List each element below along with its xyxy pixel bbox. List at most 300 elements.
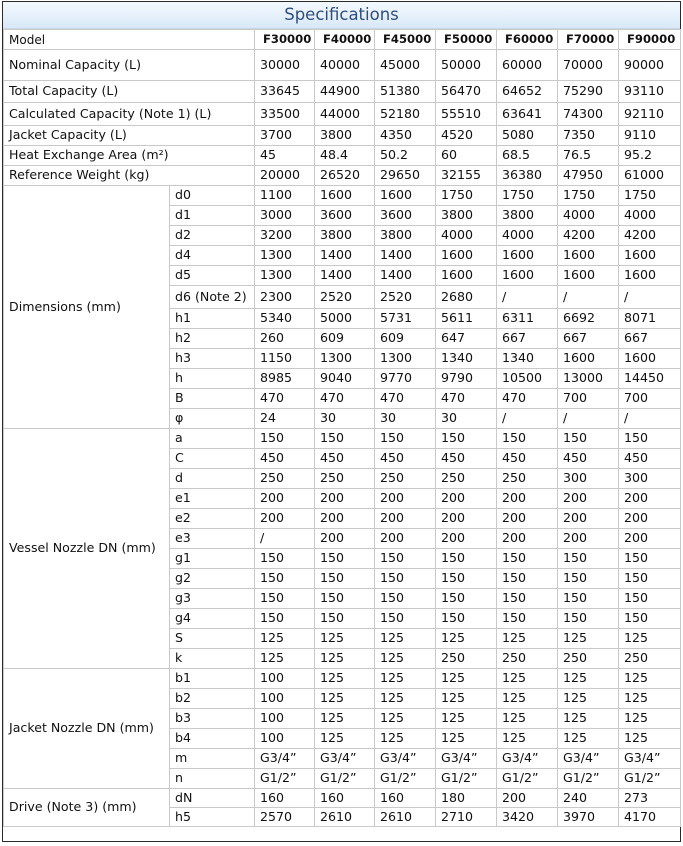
table-cell: 150 (375, 609, 436, 629)
table-cell: 48.4 (315, 146, 375, 166)
table-cell: 1300 (255, 246, 315, 266)
table-row (4, 146, 681, 166)
table-cell: 150 (619, 569, 681, 589)
table-cell: 1600 (436, 266, 497, 286)
table-cell: / (497, 409, 558, 429)
table-cell: 250 (558, 649, 619, 669)
table-cell: 200 (315, 529, 375, 549)
table-cell: 150 (619, 589, 681, 609)
sub-label: e1 (170, 489, 255, 509)
table-cell: 150 (315, 589, 375, 609)
table-cell: 470 (315, 389, 375, 409)
table-cell: 125 (619, 669, 681, 689)
table-cell: 200 (375, 509, 436, 529)
sub-label: dN (170, 789, 255, 808)
table-cell: 200 (619, 509, 681, 529)
table-cell: 1300 (315, 349, 375, 369)
sub-label: n (170, 769, 255, 789)
sub-label: S (170, 629, 255, 649)
table-cell: 150 (558, 549, 619, 569)
table-cell: 29650 (375, 166, 436, 186)
table-cell: 125 (436, 709, 497, 729)
table-cell: 125 (436, 629, 497, 649)
table-cell: G3/4” (619, 749, 681, 769)
table-cell: 250 (619, 649, 681, 669)
table-cell: 56470 (436, 81, 497, 103)
table-cell: 240 (558, 789, 619, 808)
table-cell: 4170 (619, 808, 681, 827)
table-cell: 5611 (436, 309, 497, 329)
sub-label: h1 (170, 309, 255, 329)
group-label: Dimensions (mm) (4, 186, 170, 429)
table-cell: 250 (436, 469, 497, 489)
row-label: Nominal Capacity (L) (4, 50, 255, 81)
table-cell: 1400 (315, 246, 375, 266)
table-cell: 45000 (375, 50, 436, 81)
table-cell: 1600 (375, 186, 436, 206)
table-cell: 125 (497, 709, 558, 729)
sub-label: h3 (170, 349, 255, 369)
table-cell: 150 (497, 609, 558, 629)
table-cell: 2300 (255, 286, 315, 309)
table-cell: 7350 (558, 126, 619, 146)
table-cell: 200 (497, 789, 558, 808)
table-cell: 250 (436, 649, 497, 669)
table-cell: 6311 (497, 309, 558, 329)
table-cell: / (619, 409, 681, 429)
sub-label: e3 (170, 529, 255, 549)
table-cell: 200 (558, 529, 619, 549)
table-cell: 45 (255, 146, 315, 166)
table-cell: 76.5 (558, 146, 619, 166)
table-cell: 125 (558, 669, 619, 689)
table-cell: 4000 (619, 206, 681, 226)
table-row (4, 186, 681, 206)
table-cell: G1/2” (619, 769, 681, 789)
table-cell: 150 (315, 549, 375, 569)
table-cell: 150 (315, 609, 375, 629)
table-cell: G3/4” (315, 749, 375, 769)
table-cell: 2680 (436, 286, 497, 309)
table-cell: 1600 (619, 246, 681, 266)
sub-label: b4 (170, 729, 255, 749)
table-cell: 150 (255, 549, 315, 569)
table-cell: 150 (436, 589, 497, 609)
table-cell: G1/2” (255, 769, 315, 789)
table-cell: 150 (497, 429, 558, 449)
table-cell: 9040 (315, 369, 375, 389)
table-cell: 61000 (619, 166, 681, 186)
table-cell: G1/2” (558, 769, 619, 789)
table-cell: 150 (619, 609, 681, 629)
table-cell: 150 (497, 589, 558, 609)
table-cell: 5000 (315, 309, 375, 329)
table-cell: / (558, 409, 619, 429)
table-cell: 60000 (497, 50, 558, 81)
table-cell: 150 (315, 429, 375, 449)
table-cell: 2610 (315, 808, 375, 827)
table-cell: 2520 (375, 286, 436, 309)
table-cell: 125 (558, 709, 619, 729)
table-cell: 1340 (436, 349, 497, 369)
table-cell: 200 (315, 509, 375, 529)
table-cell: 300 (619, 469, 681, 489)
table-cell: G1/2” (497, 769, 558, 789)
table-cell: 30 (436, 409, 497, 429)
table-cell: 44000 (315, 103, 375, 126)
model-header: F30000 (255, 30, 315, 50)
table-cell: G1/2” (315, 769, 375, 789)
table-cell: 8985 (255, 369, 315, 389)
table-cell: 125 (375, 649, 436, 669)
row-label: Jacket Capacity (L) (4, 126, 255, 146)
table-cell: 250 (315, 469, 375, 489)
sub-label: C (170, 449, 255, 469)
table-cell: 150 (255, 609, 315, 629)
table-cell: 63641 (497, 103, 558, 126)
table-cell: 1600 (436, 246, 497, 266)
sub-label: φ (170, 409, 255, 429)
sub-label: d4 (170, 246, 255, 266)
table-cell: 150 (558, 609, 619, 629)
table-cell: 150 (619, 429, 681, 449)
table-cell: 3000 (255, 206, 315, 226)
table-cell: 52180 (375, 103, 436, 126)
table-cell: 125 (375, 669, 436, 689)
model-header: F45000 (375, 30, 436, 50)
table-row (4, 81, 681, 103)
table-cell: 50000 (436, 50, 497, 81)
table-cell: 55510 (436, 103, 497, 126)
table-cell: 1600 (497, 266, 558, 286)
sub-label: e2 (170, 509, 255, 529)
table-cell: 150 (375, 589, 436, 609)
model-header: F70000 (558, 30, 619, 50)
table-cell: 150 (255, 429, 315, 449)
table-cell: 60 (436, 146, 497, 166)
table-cell: 150 (436, 569, 497, 589)
table-cell: 32155 (436, 166, 497, 186)
table-cell: 4000 (497, 226, 558, 246)
table-cell: 250 (497, 469, 558, 489)
table-cell: 200 (497, 529, 558, 549)
sub-label: k (170, 649, 255, 669)
table-cell: 44900 (315, 81, 375, 103)
table-cell: G1/2” (375, 769, 436, 789)
table-cell: 200 (375, 529, 436, 549)
table-cell: 260 (255, 329, 315, 349)
table-cell: 200 (436, 489, 497, 509)
row-label: Heat Exchange Area (m²) (4, 146, 255, 166)
table-cell: 1400 (315, 266, 375, 286)
table-cell: 125 (619, 629, 681, 649)
table-cell: 5340 (255, 309, 315, 329)
row-label: Calculated Capacity (Note 1) (L) (4, 103, 255, 126)
table-cell: 125 (375, 729, 436, 749)
table-cell: 100 (255, 669, 315, 689)
table-cell: 450 (436, 449, 497, 469)
table-cell: 3600 (375, 206, 436, 226)
sub-label: d0 (170, 186, 255, 206)
table-cell: 3800 (375, 226, 436, 246)
table-cell: 200 (255, 489, 315, 509)
table-cell: 3200 (255, 226, 315, 246)
table-cell: 100 (255, 689, 315, 709)
table-cell: 250 (497, 649, 558, 669)
table-cell: 200 (255, 509, 315, 529)
table-cell: G3/4” (558, 749, 619, 769)
table-cell: 150 (255, 569, 315, 589)
table-cell: 200 (315, 489, 375, 509)
sub-label: g2 (170, 569, 255, 589)
sub-label: h (170, 369, 255, 389)
table-cell: 200 (558, 489, 619, 509)
spec-table (3, 29, 681, 827)
table-cell: 9790 (436, 369, 497, 389)
table-cell: G3/4” (436, 749, 497, 769)
table-cell: 1300 (255, 266, 315, 286)
table-cell: 125 (255, 629, 315, 649)
table-cell: 150 (375, 569, 436, 589)
table-cell: 13000 (558, 369, 619, 389)
table-cell: 200 (558, 509, 619, 529)
table-cell: 200 (497, 509, 558, 529)
table-cell: 125 (375, 709, 436, 729)
table-row (4, 103, 681, 126)
table-cell: 3800 (497, 206, 558, 226)
table-cell: 150 (497, 569, 558, 589)
row-label: Total Capacity (L) (4, 81, 255, 103)
table-cell: 250 (255, 469, 315, 489)
sub-label: h5 (170, 808, 255, 827)
table-cell: 125 (436, 669, 497, 689)
table-row (4, 126, 681, 146)
sub-label: m (170, 749, 255, 769)
table-row (4, 789, 681, 808)
sub-label: d6 (Note 2) (170, 286, 255, 309)
table-cell: 609 (375, 329, 436, 349)
table-cell: 150 (315, 569, 375, 589)
table-cell: 1600 (558, 349, 619, 369)
table-cell: 1750 (436, 186, 497, 206)
table-cell: 450 (497, 449, 558, 469)
group-label: Vessel Nozzle DN (mm) (4, 429, 170, 669)
table-cell: 100 (255, 729, 315, 749)
table-cell: 125 (497, 629, 558, 649)
table-cell: 125 (375, 689, 436, 709)
table-cell: 450 (315, 449, 375, 469)
table-cell: 160 (375, 789, 436, 808)
table-cell: 24 (255, 409, 315, 429)
sub-label: d5 (170, 266, 255, 286)
table-cell: 470 (255, 389, 315, 409)
table-cell: 125 (558, 729, 619, 749)
table-cell: / (497, 286, 558, 309)
table-cell: 125 (619, 709, 681, 729)
table-cell: 200 (497, 489, 558, 509)
table-cell: 30 (375, 409, 436, 429)
model-header: F60000 (497, 30, 558, 50)
table-cell: 125 (619, 689, 681, 709)
table-cell: 1400 (375, 266, 436, 286)
table-cell: / (619, 286, 681, 309)
sub-label: b1 (170, 669, 255, 689)
sub-label: d2 (170, 226, 255, 246)
table-cell: 5080 (497, 126, 558, 146)
table-cell: 4350 (375, 126, 436, 146)
table-cell: 100 (255, 709, 315, 729)
table-cell: 125 (497, 689, 558, 709)
table-cell: 9770 (375, 369, 436, 389)
table-cell: 2520 (315, 286, 375, 309)
table-cell: 4200 (619, 226, 681, 246)
table-cell: 92110 (619, 103, 681, 126)
table-cell: 3800 (436, 206, 497, 226)
sub-label: g1 (170, 549, 255, 569)
table-cell: 180 (436, 789, 497, 808)
table-cell: 33645 (255, 81, 315, 103)
table-cell: 51380 (375, 81, 436, 103)
table-cell: 1600 (497, 246, 558, 266)
table-cell: 40000 (315, 50, 375, 81)
table-cell: 150 (619, 549, 681, 569)
table-cell: G3/4” (497, 749, 558, 769)
table-cell: 150 (436, 609, 497, 629)
table-cell: 4000 (436, 226, 497, 246)
model-header-label: Model (4, 30, 255, 50)
table-cell: 75290 (558, 81, 619, 103)
table-cell: 300 (558, 469, 619, 489)
table-cell: 609 (315, 329, 375, 349)
table-cell: 2710 (436, 808, 497, 827)
table-cell: 125 (315, 649, 375, 669)
table-cell: 3600 (315, 206, 375, 226)
table-cell: 1750 (497, 186, 558, 206)
table-cell: 1600 (619, 349, 681, 369)
table-cell: 1100 (255, 186, 315, 206)
table-cell: 125 (558, 629, 619, 649)
table-cell: / (558, 286, 619, 309)
table-cell: 95.2 (619, 146, 681, 166)
table-cell: 1600 (558, 266, 619, 286)
table-cell: G1/2” (436, 769, 497, 789)
table-cell: 200 (436, 529, 497, 549)
table-cell: 273 (619, 789, 681, 808)
table-cell: 125 (375, 629, 436, 649)
table-cell: 150 (497, 549, 558, 569)
table-cell: 125 (619, 729, 681, 749)
sub-label: B (170, 389, 255, 409)
table-cell: 667 (619, 329, 681, 349)
table-cell: 125 (497, 729, 558, 749)
table-cell: 74300 (558, 103, 619, 126)
table-cell: 30000 (255, 50, 315, 81)
table-cell: 50.2 (375, 146, 436, 166)
table-cell: 200 (436, 509, 497, 529)
table-cell: 470 (497, 389, 558, 409)
spec-table-body (4, 30, 681, 827)
sub-label: g3 (170, 589, 255, 609)
table-cell: 150 (436, 549, 497, 569)
table-cell: 150 (375, 429, 436, 449)
table-cell: 33500 (255, 103, 315, 126)
table-cell: 125 (315, 729, 375, 749)
table-cell: 1400 (375, 246, 436, 266)
table-row (4, 429, 681, 449)
sub-label: d (170, 469, 255, 489)
table-row (4, 166, 681, 186)
table-cell: 125 (436, 689, 497, 709)
table-cell: 150 (255, 589, 315, 609)
table-cell: 160 (315, 789, 375, 808)
table-cell: 1600 (619, 266, 681, 286)
table-cell: 1300 (375, 349, 436, 369)
table-cell: 1150 (255, 349, 315, 369)
table-cell: 4200 (558, 226, 619, 246)
table-cell: 125 (558, 689, 619, 709)
table-cell: 2610 (375, 808, 436, 827)
table-cell: 125 (315, 709, 375, 729)
table-cell: 150 (436, 429, 497, 449)
sub-label: g4 (170, 609, 255, 629)
table-cell: 125 (315, 689, 375, 709)
table-cell: 9110 (619, 126, 681, 146)
table-cell: 8071 (619, 309, 681, 329)
sub-label: b2 (170, 689, 255, 709)
table-cell: 47950 (558, 166, 619, 186)
model-header: F40000 (315, 30, 375, 50)
table-cell: 90000 (619, 50, 681, 81)
table-cell: 3700 (255, 126, 315, 146)
table-cell: 4520 (436, 126, 497, 146)
table-cell: 470 (375, 389, 436, 409)
table-cell: 450 (558, 449, 619, 469)
spec-sheet (2, 1, 681, 842)
table-cell: 160 (255, 789, 315, 808)
table-cell: 6692 (558, 309, 619, 329)
sub-label: d1 (170, 206, 255, 226)
table-cell: 450 (255, 449, 315, 469)
table-cell: 647 (436, 329, 497, 349)
table-cell: 3800 (315, 126, 375, 146)
table-cell: 700 (558, 389, 619, 409)
table-cell: 667 (558, 329, 619, 349)
table-cell: 450 (619, 449, 681, 469)
table-cell: 125 (497, 669, 558, 689)
table-cell: 150 (558, 589, 619, 609)
table-cell: 68.5 (497, 146, 558, 166)
table-cell: 470 (436, 389, 497, 409)
table-cell: 1750 (619, 186, 681, 206)
sub-label: b3 (170, 709, 255, 729)
table-cell: 450 (375, 449, 436, 469)
group-label: Drive (Note 3) (mm) (4, 789, 170, 827)
table-cell: G3/4” (255, 749, 315, 769)
table-cell: 4000 (558, 206, 619, 226)
model-header: F50000 (436, 30, 497, 50)
table-cell: 125 (255, 649, 315, 669)
table-cell: 36380 (497, 166, 558, 186)
table-row (4, 669, 681, 689)
table-cell: 125 (315, 669, 375, 689)
table-cell: 200 (619, 489, 681, 509)
sub-label: h2 (170, 329, 255, 349)
table-cell: 64652 (497, 81, 558, 103)
table-cell: 150 (375, 549, 436, 569)
table-cell: 5731 (375, 309, 436, 329)
table-cell: 3800 (315, 226, 375, 246)
table-cell: 10500 (497, 369, 558, 389)
